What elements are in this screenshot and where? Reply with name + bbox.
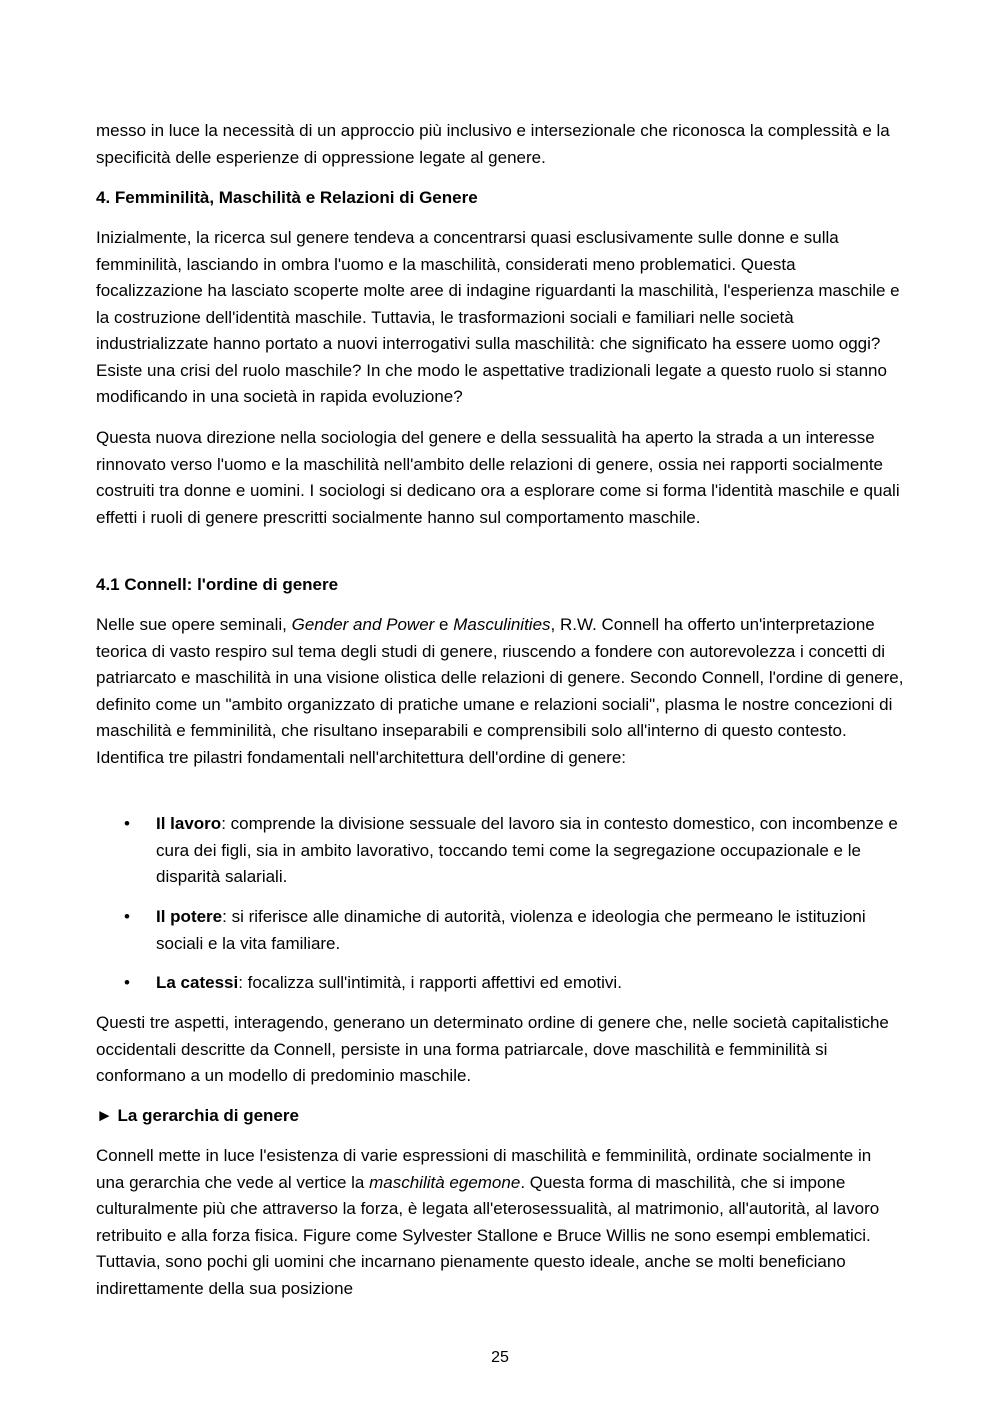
subsection-heading-4-1: 4.1 Connell: l'ordine di genere xyxy=(96,575,339,594)
list-item-text: : comprende la divisione sessuale del lavoro sia in contesto domestico, con incombenze e cura dei figli, sia in ambito lavorativo, toccando temi come la segregazione occupazionale e le disparità salariali. xyxy=(156,814,898,886)
list-item-term: Il lavoro xyxy=(156,814,222,833)
list-item xyxy=(96,970,904,997)
list-item xyxy=(96,811,904,891)
book-title-gender-and-power: Gender and Power xyxy=(291,615,435,634)
subheading-gerarchia: ► La gerarchia di genere xyxy=(96,1106,299,1125)
list-item-text: : focalizza sull'intimità, i rapporti affettivi ed emotivi. xyxy=(238,973,622,992)
bullet-icon: • xyxy=(124,907,130,926)
paragraph-connell-intro xyxy=(96,612,904,771)
list-item-text: : si riferisce alle dinamiche di autorità, violenza e ideologia che permeano le istituzioni sociali e la vita familiare. xyxy=(156,907,866,953)
paragraph-new-direction: Questa nuova direzione nella sociologia del genere e della sessualità ha aperto la strada a un interesse rinnovato verso l'uomo e la maschilità nell'ambito delle relazioni di genere, ossia nei rapporti socialmente costruiti tra donne e uomini. I sociologi si dedicano ora a esplorare come si forma l'identità maschile e quali effetti i ruoli di genere prescritti socialmente hanno sul comportamento maschile. xyxy=(96,428,900,527)
text-run: Nelle sue opere seminali, xyxy=(96,615,292,634)
list-item-term: Il potere xyxy=(156,907,223,926)
emphasis-maschilita-egemone: maschilità egemone xyxy=(369,1172,521,1192)
paragraph-gerarchia xyxy=(96,1143,904,1302)
paragraph-three-aspects: Questi tre aspetti, interagendo, generano un determinato ordine di genere che, nelle società capitalistiche occidentali descritte da Connell, persiste in una forma patriarcale, dove maschilità e femminilità si conformano a un modello di predominio maschile. xyxy=(96,1013,889,1085)
text-run: Connell mette in luce l'esistenza di varie espressioni di maschilità e femminilità, ordinate socialmente in una gerarchia che vede al vertice la xyxy=(96,1146,872,1192)
book-title-masculinities: Masculinities xyxy=(453,615,551,634)
bullet-icon: • xyxy=(124,814,130,833)
section-heading-4: 4. Femminilità, Maschilità e Relazioni di Genere xyxy=(96,188,478,207)
paragraph-intro-continuation: messo in luce la necessità di un approccio più inclusivo e intersezionale che riconosca la complessità e la specificità delle esperienze di oppressione legate al genere. xyxy=(96,121,890,167)
page-number: 25 xyxy=(491,1349,509,1366)
list-item xyxy=(96,904,904,957)
bullet-icon: • xyxy=(124,973,130,992)
list-item-term: La catessi xyxy=(156,973,239,992)
text-run: , R.W. Connell ha offerto un'interpretazione teorica di vasto respiro sul tema degli studi di genere, riuscendo a fondere con autorevolezza i concetti di patriarcato e maschilità in una visione olistica delle relazioni di genere. Secondo Connell, l'ordine di genere, definito come un "ambito organizzato di pratiche umane e relazioni sociali", plasma le nostre concezioni di maschilità e femminilità, che risultano inseparabili e comprensibili solo all'interno di questo contesto. Identifica tre pilastri fondamentali nell'architettura dell'ordine di genere: xyxy=(96,615,904,767)
text-run: . Questa forma di maschilità, che si impone culturalmente più che attraverso la forza, è legata all'eterosessualità, al matrimonio, all'autorità, al lavoro retribuito e alla forza fisica. Figure come Sylvester Stallone e Bruce Willis ne sono esempi emblematici. Tuttavia, sono pochi gli uomini che incarnano pienamente questo ideale, anche se molti beneficiano indirettamente della sua posizione xyxy=(96,1172,880,1298)
text-run: e xyxy=(434,615,454,634)
paragraph-research-focus: Inizialmente, la ricerca sul genere tendeva a concentrarsi quasi esclusivamente sulle donne e sulla femminilità, lasciando in ombra l'uomo e la maschilità, considerati meno problematici. Questa focalizzazione ha lasciato scoperte molte aree di indagine riguardanti la maschilità, l'esperienza maschile e la costruzione dell'identità maschile. Tuttavia, le trasformazioni sociali e familiari nelle società industrializzate hanno portato a nuovi interrogativi sulla maschilità: che significato ha essere uomo oggi? Esiste una crisi del ruolo maschile? In che modo le aspettative tradizionali legate a questo ruolo si stanno modificando in una società in rapida evoluzione? xyxy=(96,228,900,406)
